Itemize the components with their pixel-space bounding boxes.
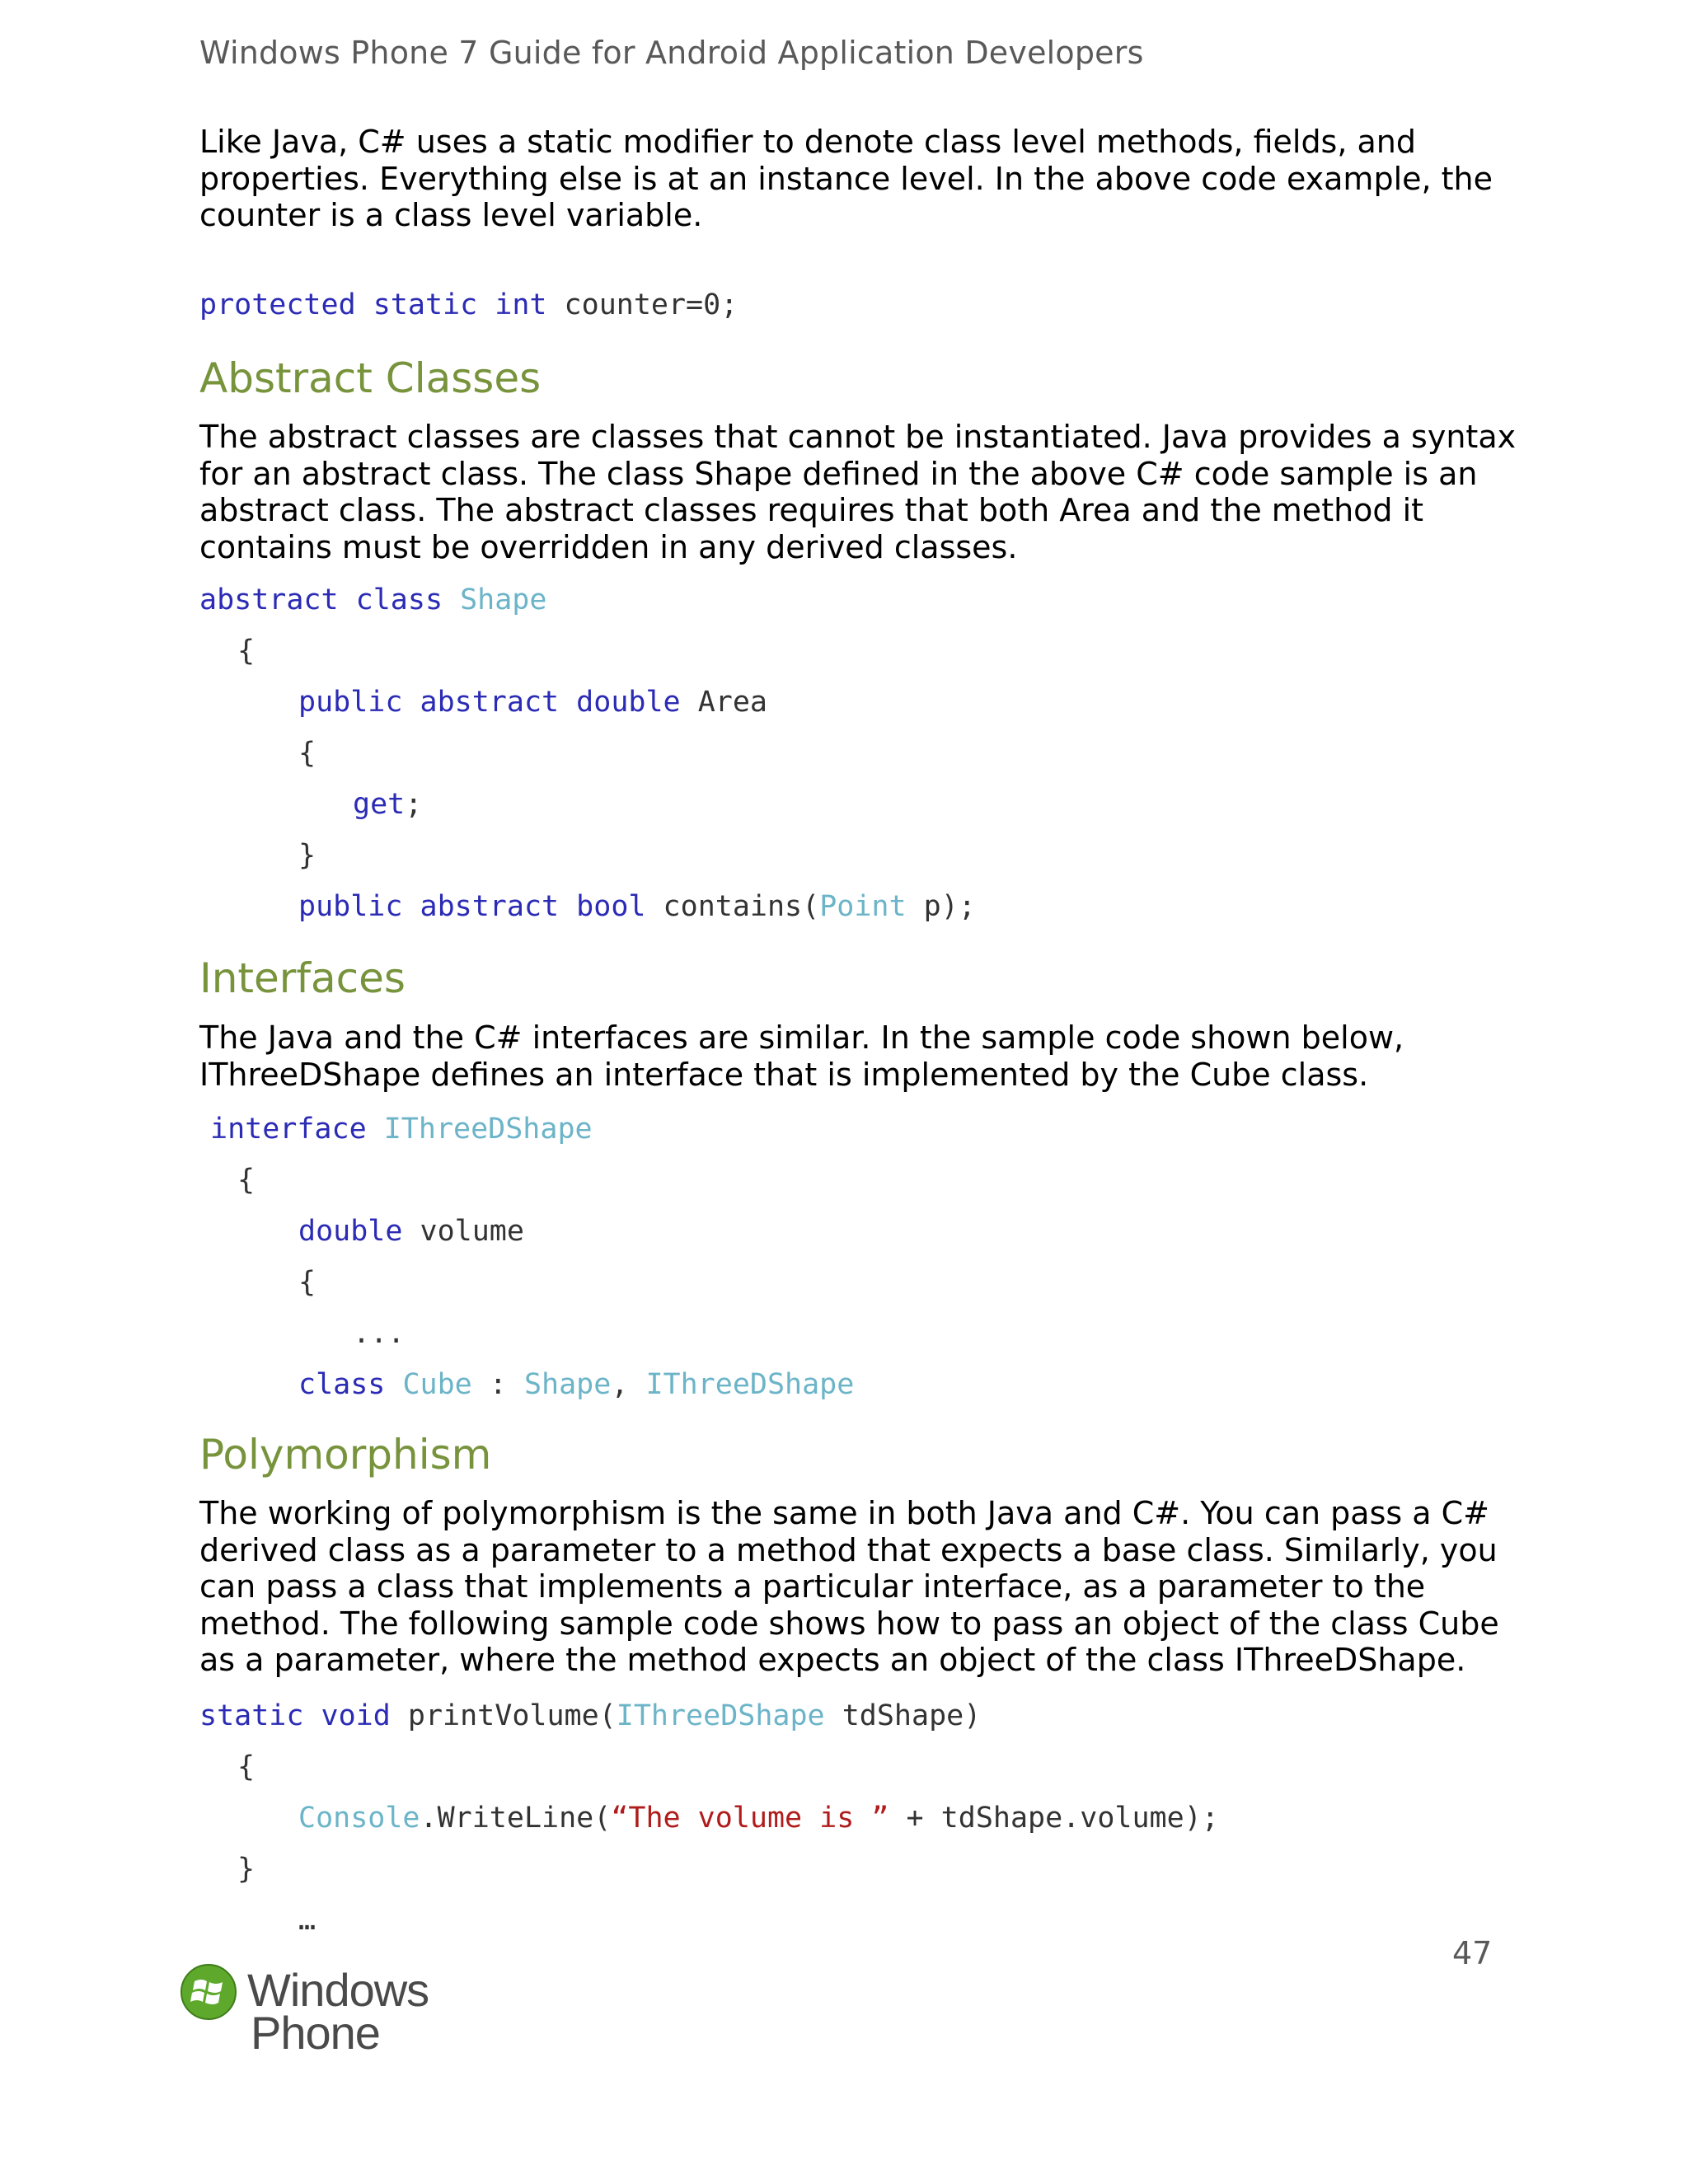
code-keyword: class: [355, 583, 443, 616]
code-line: [298, 1368, 854, 1401]
code-line: [353, 788, 422, 821]
code-keyword: public: [298, 686, 403, 719]
code-text: contains(: [663, 890, 820, 923]
code-keyword: abstract: [420, 686, 560, 719]
code-text: ;: [405, 788, 423, 821]
code-keyword: bool: [576, 890, 646, 923]
code-type: IThreeDShape: [383, 1113, 593, 1146]
code-line: {: [298, 1266, 316, 1299]
code-keyword: void: [321, 1699, 391, 1732]
code-keyword: double: [576, 686, 681, 719]
heading-interfaces: Interfaces: [199, 954, 406, 1002]
abstract-paragraph: The abstract classes are classes that cannot be instantiated. Java provides a syntax for an abstract class. The class Shape defined in the above C# code sample is an abstract class. The abstract classes requires that both Area and the method it contains must be overridden in any derived classes.: [199, 419, 1517, 565]
code-text: p);: [906, 890, 976, 923]
code-text: tdShape): [824, 1699, 982, 1732]
code-keyword: abstract: [420, 890, 560, 923]
logo-text-phone: Phone: [251, 2007, 380, 2059]
windows-phone-logo: [180, 1963, 443, 2062]
heading-polymorphism: Polymorphism: [199, 1431, 492, 1479]
code-text: + tdShape.volume);: [889, 1802, 1219, 1835]
code-text: counter=0;: [564, 288, 738, 321]
code-keyword: interface: [210, 1113, 367, 1146]
code-text: .WriteLine(: [420, 1802, 612, 1835]
code-keyword: double: [298, 1215, 403, 1248]
code-line: [298, 1802, 1219, 1835]
logo-text-windows: Windows: [247, 1964, 429, 2016]
code-text: Area: [697, 686, 767, 719]
code-type: Shape: [523, 1368, 612, 1401]
code-keyword: protected: [199, 288, 356, 321]
code-text: volume: [420, 1215, 524, 1248]
code-line: {: [298, 737, 316, 770]
running-header: Windows Phone 7 Guide for Android Application Developers: [199, 35, 1144, 71]
code-line: [298, 890, 976, 923]
intro-paragraph: Like Java, C# uses a static modifier to denote class level methods, fields, and properties. Everything else is at an instance level. In the above code example, the counter is a class level variable.: [199, 124, 1493, 233]
code-keyword: public: [298, 890, 403, 923]
code-line: {: [237, 635, 256, 668]
page-number: 47: [1452, 1935, 1493, 1971]
code-keyword: static: [373, 288, 478, 321]
code-keyword: int: [495, 288, 547, 321]
code-type: Console: [298, 1802, 420, 1835]
code-keyword: class: [298, 1368, 386, 1401]
code-keyword: static: [199, 1699, 304, 1732]
code-keyword: get: [353, 788, 406, 821]
code-type: Point: [819, 890, 907, 923]
heading-abstract-classes: Abstract Classes: [199, 354, 542, 402]
polymorphism-paragraph: The working of polymorphism is the same in both Java and C#. You can pass a C# derived class as a parameter to a method that expects a base class. Similarly, you can pass a class that implements a particular interface, as a parameter to the method. The following sample code shows how to pass an object of the class Cube as a parameter, where the method expects an object of the class IThreeDShape.: [199, 1495, 1499, 1678]
code-text: ,: [611, 1368, 646, 1401]
code-line-counter: [199, 288, 738, 321]
code-text: :: [471, 1368, 524, 1401]
code-type: Shape: [460, 583, 547, 616]
code-text: printVolume(: [407, 1699, 617, 1732]
code-line: …: [298, 1904, 316, 1937]
code-type: Cube: [402, 1368, 472, 1401]
interfaces-paragraph: The Java and the C# interfaces are similar. In the sample code shown below, IThreeDShape defines an interface that is implemented by the Cube class.: [199, 1019, 1404, 1093]
code-string: “The volume is ”: [611, 1802, 889, 1835]
code-line: }: [237, 1853, 256, 1886]
windows-flag-icon: [180, 1963, 237, 2021]
code-line: {: [237, 1164, 256, 1197]
code-type: IThreeDShape: [616, 1699, 825, 1732]
code-line: [298, 686, 767, 719]
code-line: }: [298, 839, 316, 872]
code-line: {: [237, 1750, 256, 1783]
code-line: [199, 583, 546, 616]
code-line: [298, 1215, 524, 1248]
code-type: IThreeDShape: [645, 1368, 855, 1401]
code-line: [199, 1699, 981, 1732]
code-keyword: abstract: [199, 583, 339, 616]
code-line: [210, 1113, 593, 1146]
code-line: ...: [353, 1317, 406, 1350]
